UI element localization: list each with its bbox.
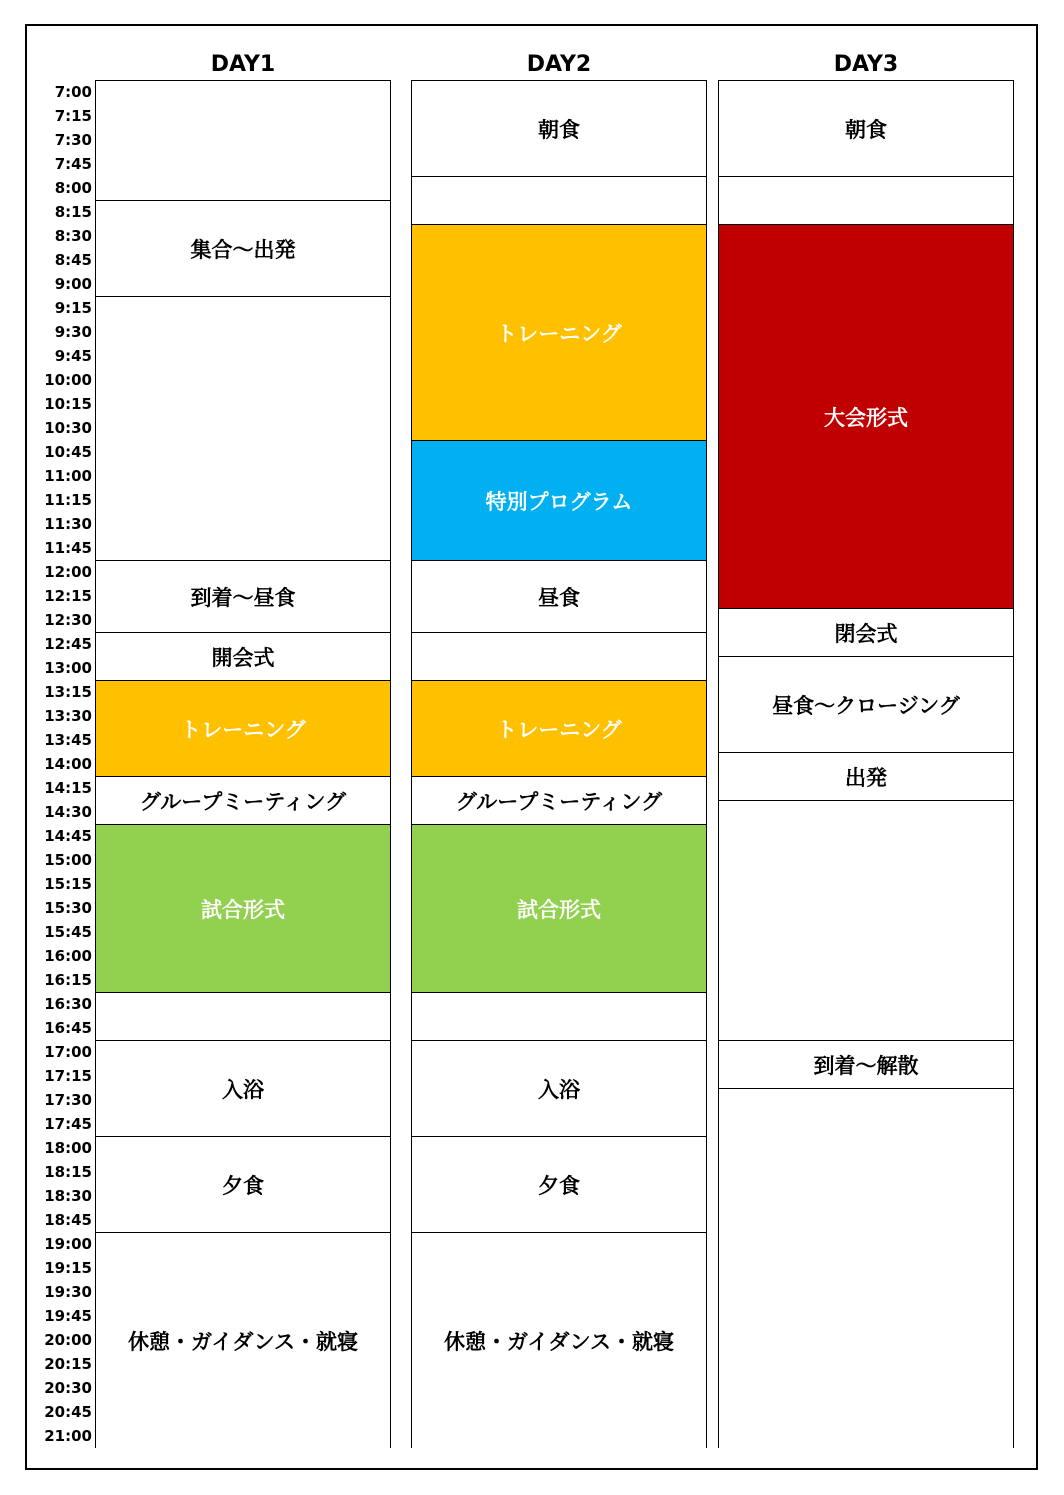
schedule-block: 夕食 (412, 1137, 706, 1233)
schedule-block: 休憩・ガイダンス・就寝 (96, 1233, 390, 1449)
empty-slot (96, 297, 390, 561)
time-label: 13:00 (44, 659, 92, 677)
schedule-block: 昼食～クロージング (719, 657, 1013, 753)
schedule-block: 特別プログラム (412, 441, 706, 561)
time-label: 19:30 (44, 1283, 92, 1301)
time-label: 11:30 (44, 515, 92, 533)
day-header-2: DAY2 (526, 52, 592, 77)
time-label: 20:45 (44, 1403, 92, 1421)
time-label: 15:00 (44, 851, 92, 869)
time-label: 10:15 (44, 395, 92, 413)
schedule-block: 試合形式 (412, 825, 706, 993)
schedule-block: 大会形式 (719, 225, 1013, 609)
empty-slot (412, 177, 706, 225)
empty-slot (96, 993, 390, 1041)
time-label: 9:00 (54, 275, 92, 293)
time-label: 16:30 (44, 995, 92, 1013)
time-label: 17:15 (44, 1067, 92, 1085)
time-label: 14:30 (44, 803, 92, 821)
time-label: 19:15 (44, 1259, 92, 1277)
time-label: 20:30 (44, 1379, 92, 1397)
time-label: 12:45 (44, 635, 92, 653)
time-label: 8:00 (54, 179, 92, 197)
schedule-block: 到着～昼食 (96, 561, 390, 633)
time-label: 10:45 (44, 443, 92, 461)
time-label: 14:45 (44, 827, 92, 845)
time-label: 14:00 (44, 755, 92, 773)
schedule-block: トレーニング (412, 225, 706, 441)
time-label: 7:00 (54, 83, 92, 101)
schedule-block: 試合形式 (96, 825, 390, 993)
schedule-block: 閉会式 (719, 609, 1013, 657)
time-label: 18:15 (44, 1163, 92, 1181)
time-label: 19:00 (44, 1235, 92, 1253)
time-label: 15:45 (44, 923, 92, 941)
time-label: 7:45 (54, 155, 92, 173)
schedule-block: 入浴 (412, 1041, 706, 1137)
time-label: 13:45 (44, 731, 92, 749)
time-label: 9:45 (54, 347, 92, 365)
schedule-block: 朝食 (719, 81, 1013, 177)
day1-column (95, 80, 391, 1448)
time-label: 16:15 (44, 971, 92, 989)
schedule-block: 夕食 (96, 1137, 390, 1233)
time-label: 7:30 (54, 131, 92, 149)
empty-slot (719, 1089, 1013, 1449)
schedule-block: 休憩・ガイダンス・就寝 (412, 1233, 706, 1449)
day2-column (411, 80, 707, 1448)
schedule-block: 入浴 (96, 1041, 390, 1137)
time-label: 8:15 (54, 203, 92, 221)
empty-slot (412, 633, 706, 681)
time-label: 13:30 (44, 707, 92, 725)
schedule-block: 集合～出発 (96, 201, 390, 297)
time-label: 17:00 (44, 1043, 92, 1061)
day-header-1: DAY1 (210, 52, 276, 77)
empty-slot (719, 801, 1013, 1041)
time-label: 18:45 (44, 1211, 92, 1229)
schedule-block: 昼食 (412, 561, 706, 633)
schedule-block: トレーニング (96, 681, 390, 777)
time-label: 9:15 (54, 299, 92, 317)
time-label: 11:15 (44, 491, 92, 509)
time-label: 7:15 (54, 107, 92, 125)
day3-column (718, 80, 1014, 1448)
time-label: 10:00 (44, 371, 92, 389)
time-label: 21:00 (44, 1427, 92, 1445)
schedule-block: 朝食 (412, 81, 706, 177)
time-label: 12:15 (44, 587, 92, 605)
time-label: 17:30 (44, 1091, 92, 1109)
time-label: 19:45 (44, 1307, 92, 1325)
schedule-block: 開会式 (96, 633, 390, 681)
empty-slot (412, 993, 706, 1041)
schedule-block: グループミーティング (412, 777, 706, 825)
time-label: 10:30 (44, 419, 92, 437)
time-label: 8:45 (54, 251, 92, 269)
time-label: 16:45 (44, 1019, 92, 1037)
schedule-block: トレーニング (412, 681, 706, 777)
time-label: 20:15 (44, 1355, 92, 1373)
empty-slot (719, 177, 1013, 225)
time-label: 11:00 (44, 467, 92, 485)
time-label: 15:15 (44, 875, 92, 893)
day-header-3: DAY3 (833, 52, 899, 77)
time-label: 17:45 (44, 1115, 92, 1133)
time-label: 13:15 (44, 683, 92, 701)
empty-slot (96, 81, 390, 201)
time-label: 18:00 (44, 1139, 92, 1157)
schedule-block: 出発 (719, 753, 1013, 801)
time-label: 18:30 (44, 1187, 92, 1205)
time-label: 12:30 (44, 611, 92, 629)
time-label: 20:00 (44, 1331, 92, 1349)
time-label: 14:15 (44, 779, 92, 797)
schedule-block: 到着～解散 (719, 1041, 1013, 1089)
time-label: 12:00 (44, 563, 92, 581)
time-label: 15:30 (44, 899, 92, 917)
time-label: 9:30 (54, 323, 92, 341)
time-label: 8:30 (54, 227, 92, 245)
time-label: 11:45 (44, 539, 92, 557)
time-label: 16:00 (44, 947, 92, 965)
schedule-block: グループミーティング (96, 777, 390, 825)
